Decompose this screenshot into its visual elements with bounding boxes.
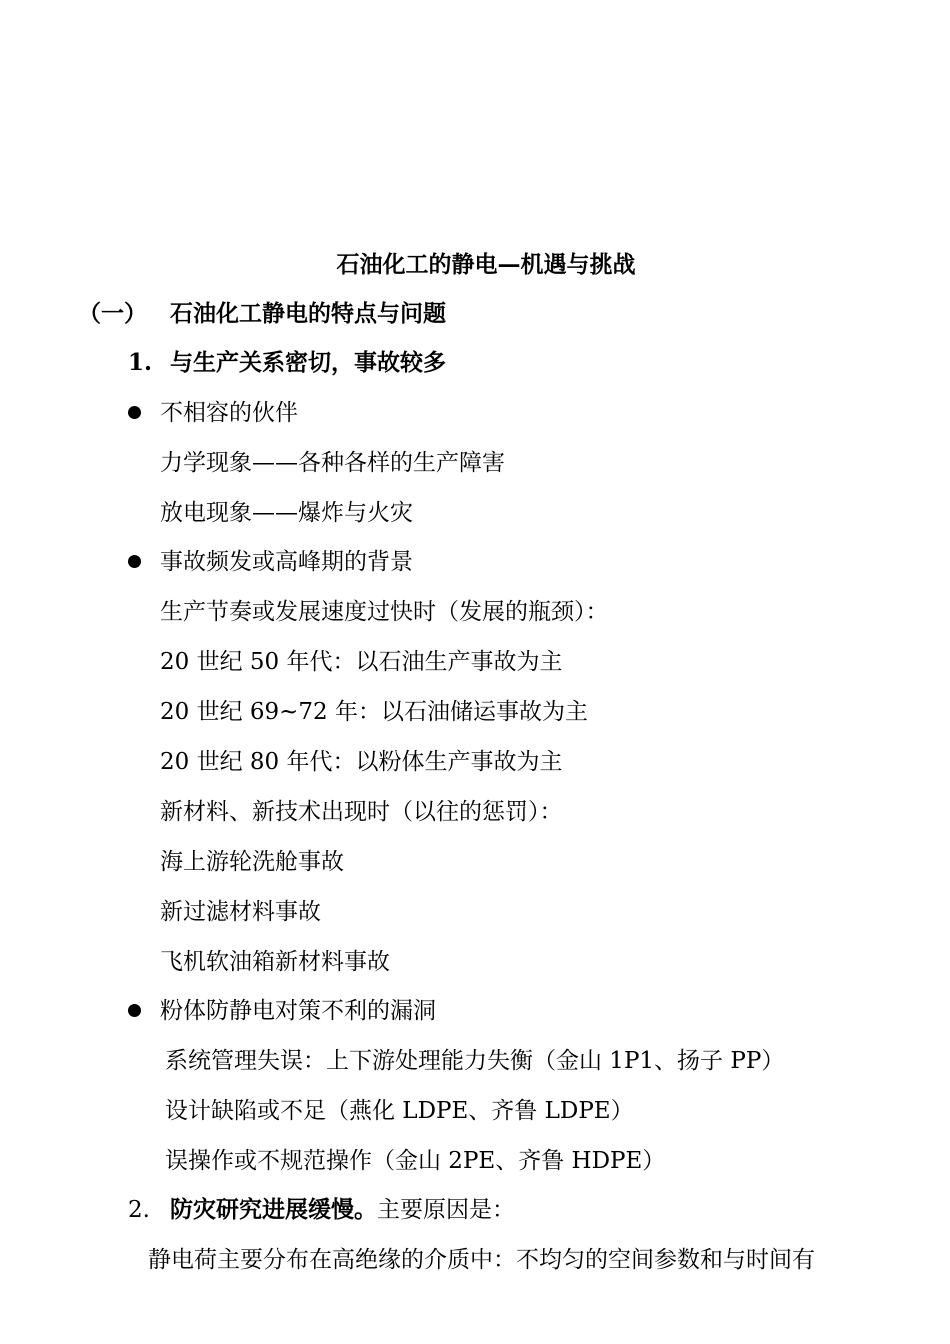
paragraph-line: 静电荷主要分布在高绝缘的介质中：不均匀的空间参数和与时间有 [148,1247,815,1273]
document-title: 石油化工的静电—机遇与挑战 [336,251,636,278]
text-line: 飞机软油箱新材料事故 [160,949,390,975]
point-number-1: 1. [128,349,153,376]
bullet-label-2: 事故频发或高峰期的背景 [160,549,413,575]
text-line: 系统管理失误：上下游处理能力失衡（金山 1P1、扬子 PP） [165,1048,785,1074]
text-line: 新过滤材料事故 [160,899,321,925]
bullet-dot-icon [128,406,141,419]
bullet-dot-icon [128,1004,141,1017]
text-line: 生产节奏或发展速度过快时（发展的瓶颈）： [160,599,609,625]
text-line: 误操作或不规范操作（金山 2PE、齐鲁 HDPE） [165,1148,666,1174]
point-number-2: 2. [128,1197,150,1223]
text-line: 20 世纪 69~72 年：以石油储运事故为主 [160,699,589,725]
point-heading-2-bold: 防灾研究进展缓慢。 [170,1196,377,1223]
section-number: （一） [78,300,147,327]
text-line: 20 世纪 80 年代：以粉体生产事故为主 [160,749,563,775]
text-line: 设计缺陷或不足（燕化 LDPE、齐鲁 LDPE） [165,1098,634,1124]
text-line: 20 世纪 50 年代：以石油生产事故为主 [160,649,563,675]
bullet-label-1: 不相容的伙伴 [160,400,298,426]
point-heading-2 [170,1195,515,1225]
bullet-label-3: 粉体防静电对策不利的漏洞 [160,998,436,1024]
bullet-dot-icon [128,555,141,568]
point-heading-2-tail: 主要原因是： [377,1197,515,1223]
text-line: 放电现象——爆炸与火灾 [160,500,413,526]
text-line: 新材料、新技术出现时（以往的惩罚）： [160,799,563,825]
section-heading: 石油化工静电的特点与问题 [170,300,446,327]
text-line: 力学现象——各种各样的生产障害 [160,450,505,476]
point-heading-1: 与生产关系密切，事故较多 [170,349,446,376]
text-line: 海上游轮洗舱事故 [160,849,344,875]
